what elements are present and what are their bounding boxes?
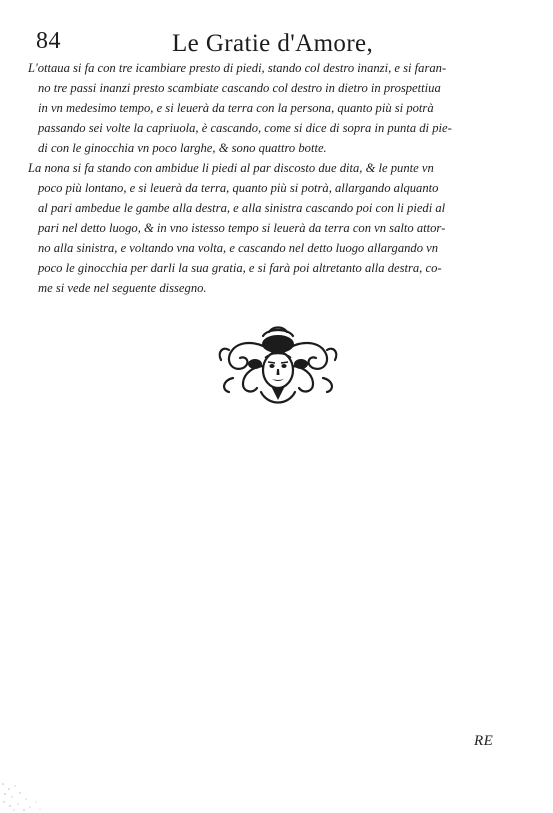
text-line: passando sei volte la capriuola, è cascando, come si dice di sopra in punta di pie- <box>38 121 452 135</box>
paper-speckle <box>0 780 46 813</box>
page-header <box>36 28 516 62</box>
text-line: no alla sinistra, e voltando vna volta, e cascando nel detto luogo allargando vn <box>38 241 439 255</box>
text-line: no tre passi inanzi presto scambiate cascando col destro in dietro in prospettiua <box>38 81 441 95</box>
ornament-mask-icon <box>213 322 343 410</box>
text-line: pari nel detto luogo, & in vno istesso tempo si leuerà da terra con vn salto attor- <box>38 221 446 235</box>
paragraph-ottaua <box>28 58 524 158</box>
text-line: me si vede nel seguente dissegno. <box>38 281 207 295</box>
running-title: Le Gratie d'Amore, <box>172 30 374 57</box>
text-line: di con le ginocchia vn poco larghe, & sono quattro botte. <box>38 141 327 155</box>
signature-mark: RE <box>474 733 494 749</box>
body-text <box>28 58 524 298</box>
text-line: poco più lontano, e si leuerà da terra, quanto più si potrà, allargando alquanto <box>38 181 439 195</box>
text-line: La nona si fa stando con ambidue li piedi al par discosto due dita, & le punte vn <box>28 161 434 175</box>
text-line: in vn medesimo tempo, e si leuerà da terra con la persona, quanto più si potrà <box>38 101 434 115</box>
text-line: L'ottaua si fa con tre icambiare presto di piedi, stando col destro inanzi, e si faran- <box>28 61 447 75</box>
paragraph-nona <box>28 158 524 298</box>
text-line: al pari ambedue le gambe alla destra, e alla sinistra cascando poi con li piedi al <box>38 201 446 215</box>
page-number: 84 <box>36 28 61 54</box>
text-line: poco le ginocchia per darli la sua gratia, e si farà poi altretanto alla destra, co- <box>38 261 442 275</box>
